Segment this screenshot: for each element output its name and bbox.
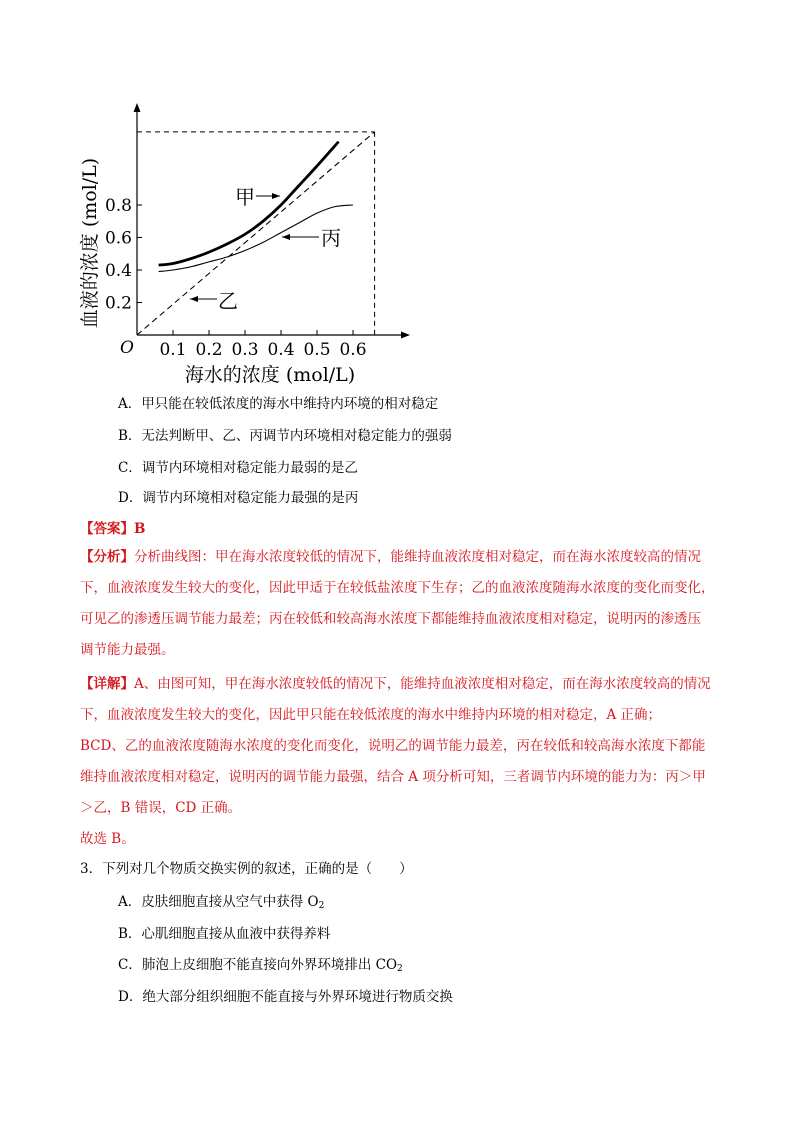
option-text: 甲只能在较低浓度的海水中维持内环境的相对稳定 — [141, 396, 439, 412]
origin-label: O — [120, 338, 134, 358]
q2-option-a — [118, 395, 438, 413]
y-tick-label: 0.6 — [104, 228, 132, 249]
x-axis-label: 海水的浓度 (mol/L) — [184, 364, 356, 386]
detail-conclusion: 故选 B。 — [80, 831, 135, 847]
detail-line: BCD、乙的血液浓度随海水浓度的变化而变化，说明乙的调节能力最差，丙在较低和较高海水浓度下都能 — [80, 738, 706, 754]
analysis-block — [80, 542, 730, 666]
x-tick-label: 0.5 — [303, 340, 331, 360]
q3-option-b — [118, 925, 330, 943]
x-axis-arrow — [401, 332, 410, 339]
series-label-2: 乙 — [218, 289, 238, 313]
option-letter: C． — [118, 460, 142, 476]
q2-option-c — [118, 459, 358, 477]
detail-line: 下，血液浓度发生较大的变化，因此甲只能在较低浓度的海水中维持内环境的相对稳定，A 正确； — [80, 707, 662, 723]
option-text: 心肌细胞直接从血液中获得养料 — [141, 926, 331, 942]
q2-option-b — [118, 427, 452, 445]
y-axis-label: 血液的浓度 (mol/L) — [79, 157, 101, 329]
option-letter: A． — [118, 894, 142, 910]
detail-line — [80, 669, 730, 700]
option-letter: B． — [118, 428, 142, 444]
x-tick-label: 0.6 — [339, 340, 367, 360]
detail-block — [80, 669, 730, 855]
option-text: 调节内环境相对稳定能力最弱的是乙 — [141, 460, 358, 476]
option-letter: A． — [118, 396, 142, 412]
option-text: 肺泡上皮细胞不能直接向外界环境排出 CO — [141, 957, 398, 973]
x-tick-label: 0.1 — [159, 340, 187, 360]
analysis-line: 下，血液浓度发生较大的变化，因此甲适于在较低盐浓度下生存；乙的血液浓度随海水浓度的变化而变化， — [80, 580, 715, 596]
detail-tag: 【详解】 — [80, 676, 134, 692]
x-tick-label: 0.3 — [231, 340, 259, 360]
y-tick-label: 0.8 — [104, 196, 132, 216]
q2-option-d — [118, 489, 358, 507]
option-text: 绝大部分组织细胞不能直接与外界环境进行物质交换 — [142, 989, 453, 1005]
series-label-3-pointer-head — [282, 234, 290, 240]
q3-option-d — [118, 988, 453, 1006]
analysis-line: 可见乙的渗透压调节能力最差；丙在较低和较高海水浓度下都能维持血液浓度相对稳定，说明丙的渗透压 — [80, 611, 701, 627]
series-label-3: 丙 — [321, 226, 341, 250]
option-text: 无法判断甲、乙、丙调节内环境相对稳定能力的强弱 — [141, 428, 452, 444]
answer-line — [80, 520, 145, 538]
answer-value: B — [134, 521, 146, 537]
y-axis-arrow — [134, 103, 141, 112]
y-tick-label: 0.2 — [104, 293, 132, 314]
detail-line: ＞乙，B 错误，CD 正确。 — [80, 800, 242, 816]
detail-text: A、由图可知，甲在海水浓度较低的情况下，能维持血液浓度相对稳定，而在海水浓度较高的情况 — [134, 676, 711, 692]
y-tick-label: 0.4 — [104, 261, 132, 281]
analysis-line: 调节能力最强。 — [80, 642, 175, 658]
option-letter: C． — [118, 957, 142, 973]
series-label-2-pointer-head — [190, 296, 198, 302]
q3-option-c — [118, 956, 403, 974]
question3-stem: 3．下列对几个物质交换实例的叙述，正确的是（ ） — [80, 861, 413, 877]
analysis-text: 分析曲线图：甲在海水浓度较低的情况下，能维持血液浓度相对稳定，而在海水浓度较高的情况 — [134, 549, 701, 565]
option-letter: B． — [118, 926, 142, 942]
option-letter: D． — [118, 490, 143, 506]
option-letter: D． — [118, 989, 143, 1005]
analysis-line — [80, 542, 730, 573]
option-text: 调节内环境相对稳定能力最强的是丙 — [142, 490, 359, 506]
concentration-chart — [70, 95, 430, 390]
series-label-1-pointer-head — [272, 193, 280, 199]
detail-line: 维持血液浓度相对稳定，说明丙的调节能力最强，结合 A 项分析可知，三者调节内环境的能力为：丙＞甲 — [80, 769, 706, 785]
analysis-tag: 【分析】 — [80, 549, 134, 565]
option-text: 皮肤细胞直接从空气中获得 O — [141, 894, 319, 910]
series-label-1: 甲 — [235, 185, 255, 209]
x-tick-label: 0.4 — [267, 340, 295, 360]
answer-tag: 【答案】 — [80, 521, 134, 537]
x-tick-label: 0.2 — [195, 340, 223, 360]
option-subscript: 2 — [318, 901, 325, 911]
option-subscript: 2 — [397, 964, 403, 974]
q3-option-a — [118, 893, 324, 911]
